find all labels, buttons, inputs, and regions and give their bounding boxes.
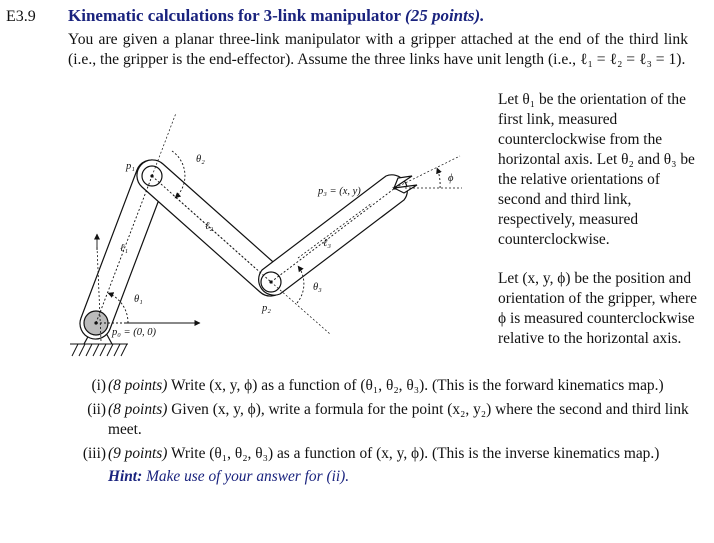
label-l3: ℓ₃ (323, 238, 332, 249)
question-ii (72, 400, 692, 441)
question-i-text: Write (x, y, ϕ) as a function of (θ₁, θ₂, θ₃). (This is the forward kinematics map.) (167, 377, 664, 394)
label-phi: ϕ (448, 173, 454, 184)
side-paragraph-gripper: Let (x, y, ϕ) be the position and orientation of the gripper, where ϕ is measured counterclockwise relative to the horizontal axis. (498, 270, 697, 347)
hint (72, 467, 692, 488)
hint-text: Make use of your answer for (ii). (142, 468, 350, 485)
intro-paragraph: You are given a planar three-link manipulator with a gripper attached at the end of the third link (i.e., the gripper is the end-effector). Assume the three links have unit length (i.e., ℓ₁ = ℓ₂ = ℓ₃ = 1). (68, 31, 688, 68)
label-theta1: θ₁ (134, 294, 143, 305)
label-l2: ℓ₂ (205, 221, 214, 232)
exercise-label: E3.9 (6, 8, 36, 25)
question-iii (72, 444, 692, 465)
question-ii-text: Given (x, y, ϕ), write a formula for the point (x₂, y₂) where the second and third link meet. (108, 400, 689, 438)
question-iii-number: (iii) (82, 444, 106, 462)
label-theta3: θ₃ (313, 282, 322, 293)
phi-arc (437, 168, 440, 188)
question-i-number: (i) (91, 377, 106, 394)
ground-hatch (70, 344, 128, 356)
question-iii-text: Write (θ₁, θ₂, θ₃) as a function of (x, y, ϕ). (This is the inverse kinematics map.) (167, 444, 660, 462)
question-iii-points: (9 points) (108, 444, 168, 462)
label-l1: ℓ₁ (120, 243, 129, 254)
question-i-points: (8 points) (108, 377, 168, 394)
question-i (72, 376, 692, 397)
label-p0: p₀ = (0, 0) (112, 327, 156, 338)
title-points: (25 points). (405, 6, 485, 25)
label-p3: p₃ = (x, y) (318, 186, 361, 197)
question-list (72, 376, 692, 491)
title-text: Kinematic calculations for 3-link manipulator (68, 6, 401, 25)
hint-label: Hint: (108, 468, 143, 485)
question-ii-points: (8 points) (108, 400, 168, 418)
label-theta2: θ₂ (196, 154, 205, 165)
side-paragraph-angles: Let θ₁ be the orientation of the first link, measured counterclockwise from the horizontal axis. Let θ₂ and θ₃ be the relative orientations of second and third link, respectively, measured counterclockwise. (498, 91, 695, 248)
label-p2: p₂ (262, 303, 271, 314)
question-ii-number: (ii) (87, 400, 106, 418)
label-p1: p₁ (126, 161, 135, 172)
